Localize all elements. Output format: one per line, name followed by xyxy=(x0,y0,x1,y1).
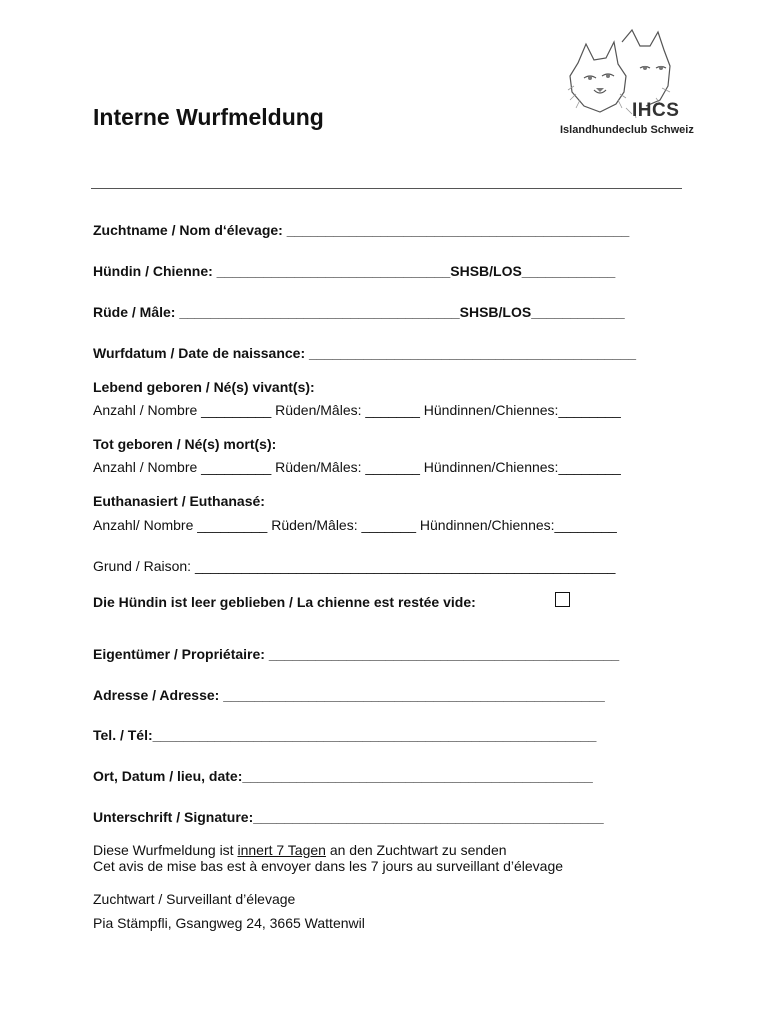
euth-counts-field[interactable]: Anzahl/ Nombre _________ Rüden/Mâles: _______ Hündinnen/Chiennes:________ xyxy=(93,517,617,533)
deadline-note-fr: Cet avis de mise bas est à envoyer dans les 7 jours au surveillant d’élevage xyxy=(93,858,564,874)
header-divider xyxy=(91,188,682,189)
page-title: Interne Wurfmeldung xyxy=(93,104,324,130)
club-logo xyxy=(560,28,694,144)
tot-heading: Tot geboren / Né(s) mort(s): xyxy=(93,436,277,452)
contact-role: Zuchtwart / Surveillant d’élevage xyxy=(93,891,296,907)
tot-counts-field[interactable]: Anzahl / Nombre _________ Rüden/Mâles: _______ Hündinnen/Chiennes:________ xyxy=(93,459,621,475)
deadline-note-text-end: an den Zuchtwart zu senden xyxy=(325,842,507,858)
deadline-emphasis: innert 7 Tagen xyxy=(237,842,326,858)
euth-heading: Euthanasiert / Euthanasé: xyxy=(93,493,265,509)
contact-address: Pia Stämpfli, Gsangweg 24, 3665 Wattenwil xyxy=(93,915,365,931)
grund-field[interactable]: Grund / Raison: ______________________________________________________ xyxy=(93,558,616,574)
wurfdatum-field[interactable]: Wurfdatum / Date de naissance: __________________________________________ xyxy=(93,345,637,361)
leer-label: Die Hündin ist leer geblieben / La chienne est restée vide: xyxy=(93,594,476,610)
deadline-note-text: Diese Wurfmeldung ist xyxy=(93,842,238,858)
lebend-counts-field[interactable]: Anzahl / Nombre _________ Rüden/Mâles: _______ Hündinnen/Chiennes:________ xyxy=(93,402,621,418)
huendin-field[interactable]: Hündin / Chienne: ______________________________SHSB/LOS____________ xyxy=(93,263,616,279)
ort-datum-field[interactable]: Ort, Datum / lieu, date:_____________________________________________ xyxy=(93,768,593,784)
deadline-note-de xyxy=(93,842,507,858)
tel-field[interactable]: Tel. / Tél:_________________________________________________________ xyxy=(93,727,597,743)
zuchtname-field[interactable]: Zuchtname / Nom d‘élevage: ____________________________________________ xyxy=(93,222,630,238)
signature-field[interactable]: Unterschrift / Signature:_____________________________________________ xyxy=(93,809,604,825)
logo-acronym: IHCS xyxy=(632,100,680,121)
ruede-field[interactable]: Rüde / Mâle: ____________________________________SHSB/LOS____________ xyxy=(93,304,625,320)
adresse-field[interactable]: Adresse / Adresse: _________________________________________________ xyxy=(93,687,605,703)
lebend-heading: Lebend geboren / Né(s) vivant(s): xyxy=(93,379,315,395)
leer-checkbox[interactable] xyxy=(555,592,570,607)
logo-subtitle: Islandhundeclub Schweiz xyxy=(560,124,694,136)
eigentuemer-field[interactable]: Eigentümer / Propriétaire: _____________________________________________ xyxy=(93,646,620,662)
